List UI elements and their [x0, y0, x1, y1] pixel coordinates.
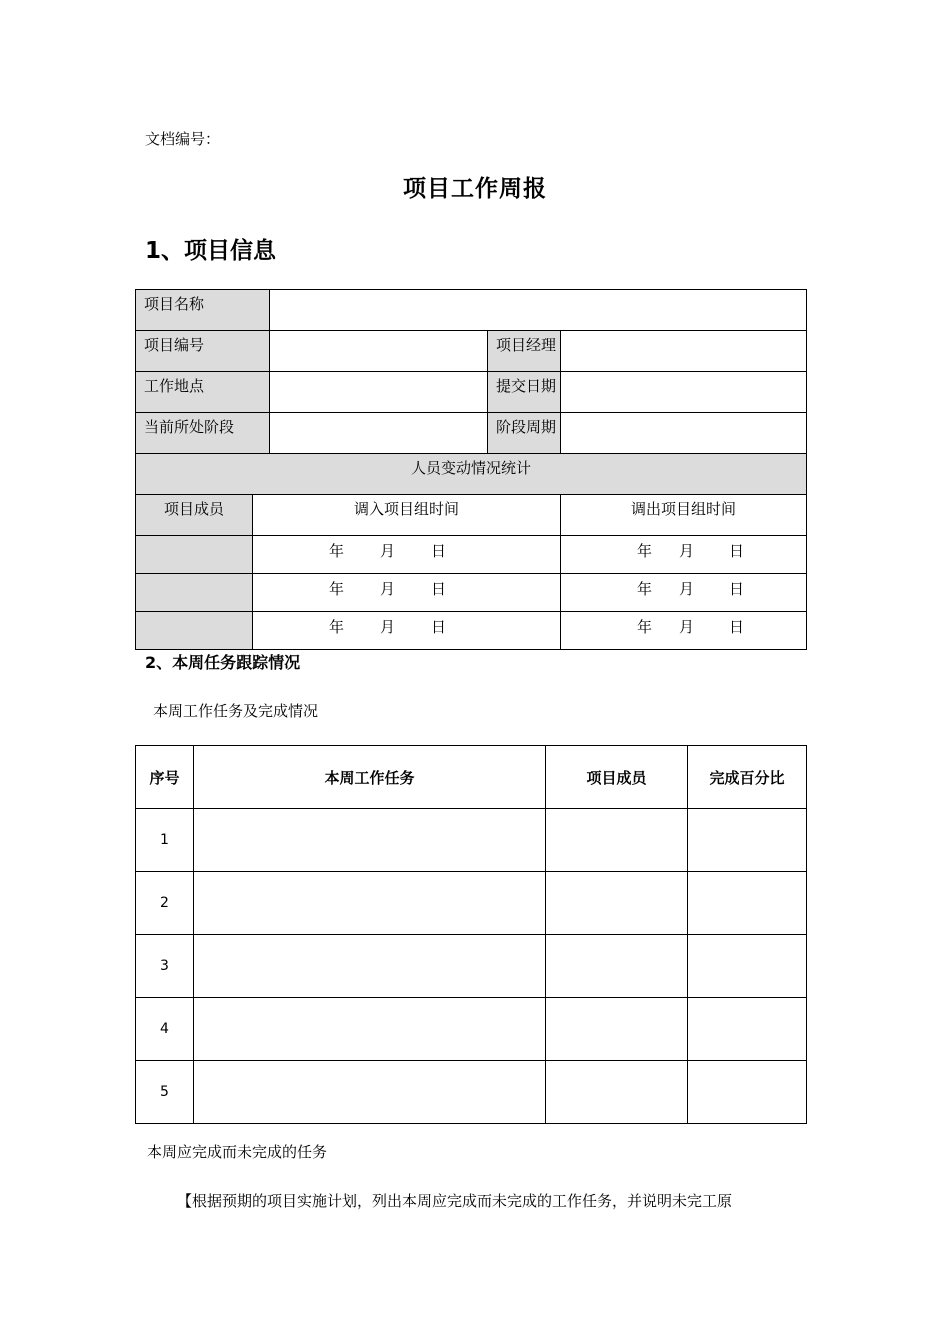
- staff-header-member: 项目成员: [136, 495, 253, 536]
- current-phase-field[interactable]: [270, 413, 488, 454]
- label-phase-period: 阶段周期: [488, 413, 561, 454]
- month-label: 月: [679, 618, 695, 636]
- row-index: 3: [136, 935, 194, 998]
- month-label: 月: [679, 542, 695, 560]
- instruction-text: 【根据预期的项目实施计划，列出本周应完成而未完成的工作任务，并说明未完工原: [177, 1192, 733, 1210]
- day-label: 日: [431, 618, 447, 636]
- section-heading-task-tracking: 2、本周任务跟踪情况: [145, 653, 301, 672]
- table-row: [136, 413, 807, 454]
- month-label: 月: [380, 542, 396, 560]
- month-label: 月: [380, 618, 396, 636]
- table-row: [136, 998, 807, 1061]
- unfinished-tasks-caption: 本周应完成而未完成的任务: [147, 1143, 328, 1161]
- staff-change-title: 人员变动情况统计: [136, 454, 807, 495]
- day-label: 日: [431, 542, 447, 560]
- year-label: 年: [329, 542, 345, 560]
- label-current-phase: 当前所处阶段: [136, 413, 270, 454]
- staff-header-join-time: 调入项目组时间: [253, 495, 561, 536]
- label-project-code: 项目编号: [136, 331, 270, 372]
- header-index: 序号: [136, 746, 194, 809]
- member-field[interactable]: [546, 872, 688, 935]
- table-row: [136, 495, 807, 536]
- label-project-name: 项目名称: [136, 290, 270, 331]
- member-field[interactable]: [546, 935, 688, 998]
- day-label: 日: [729, 542, 745, 560]
- member-field[interactable]: [546, 998, 688, 1061]
- day-label: 日: [729, 580, 745, 598]
- project-manager-field[interactable]: [561, 331, 807, 372]
- table-row: [136, 935, 807, 998]
- label-submit-date: 提交日期: [488, 372, 561, 413]
- table-header-row: [136, 746, 807, 809]
- join-date-field[interactable]: [253, 574, 561, 612]
- year-label: 年: [637, 580, 653, 598]
- table-row: [136, 331, 807, 372]
- leave-date-field[interactable]: [561, 612, 807, 650]
- table-row: [136, 290, 807, 331]
- table-row: [136, 372, 807, 413]
- label-work-location: 工作地点: [136, 372, 270, 413]
- table-row: [136, 574, 807, 612]
- percent-field[interactable]: [688, 809, 807, 872]
- header-member: 项目成员: [546, 746, 688, 809]
- day-label: 日: [729, 618, 745, 636]
- table-row: [136, 1061, 807, 1124]
- row-index: 1: [136, 809, 194, 872]
- member-field[interactable]: [546, 1061, 688, 1124]
- header-percent: 完成百分比: [688, 746, 807, 809]
- staff-header-leave-time: 调出项目组时间: [561, 495, 807, 536]
- row-index: 4: [136, 998, 194, 1061]
- percent-field[interactable]: [688, 1061, 807, 1124]
- phase-period-field[interactable]: [561, 413, 807, 454]
- task-field[interactable]: [194, 1061, 546, 1124]
- project-code-field[interactable]: [270, 331, 488, 372]
- table-row: [136, 872, 807, 935]
- month-label: 月: [380, 580, 396, 598]
- percent-field[interactable]: [688, 872, 807, 935]
- label-project-manager: 项目经理: [488, 331, 561, 372]
- task-field[interactable]: [194, 809, 546, 872]
- year-label: 年: [329, 618, 345, 636]
- project-info-table: [135, 289, 807, 650]
- header-task: 本周工作任务: [194, 746, 546, 809]
- table-row: [136, 454, 807, 495]
- staff-member-field[interactable]: [136, 536, 253, 574]
- task-field[interactable]: [194, 998, 546, 1061]
- task-field[interactable]: [194, 935, 546, 998]
- table-row: [136, 612, 807, 650]
- day-label: 日: [431, 580, 447, 598]
- page-title: 项目工作周报: [403, 176, 547, 202]
- row-index: 2: [136, 872, 194, 935]
- join-date-field[interactable]: [253, 536, 561, 574]
- work-location-field[interactable]: [270, 372, 488, 413]
- year-label: 年: [637, 618, 653, 636]
- staff-member-field[interactable]: [136, 612, 253, 650]
- year-label: 年: [637, 542, 653, 560]
- year-label: 年: [329, 580, 345, 598]
- month-label: 月: [679, 580, 695, 598]
- project-name-field[interactable]: [270, 290, 807, 331]
- join-date-field[interactable]: [253, 612, 561, 650]
- weekly-task-table: [135, 745, 807, 1124]
- leave-date-field[interactable]: [561, 536, 807, 574]
- percent-field[interactable]: [688, 998, 807, 1061]
- row-index: 5: [136, 1061, 194, 1124]
- table-row: [136, 809, 807, 872]
- leave-date-field[interactable]: [561, 574, 807, 612]
- task-field[interactable]: [194, 872, 546, 935]
- staff-member-field[interactable]: [136, 574, 253, 612]
- section-heading-project-info: 1、项目信息: [145, 238, 277, 264]
- submit-date-field[interactable]: [561, 372, 807, 413]
- percent-field[interactable]: [688, 935, 807, 998]
- task-table-caption: 本周工作任务及完成情况: [153, 702, 319, 720]
- table-row: [136, 536, 807, 574]
- member-field[interactable]: [546, 809, 688, 872]
- document-number-label: 文档编号：: [145, 130, 221, 148]
